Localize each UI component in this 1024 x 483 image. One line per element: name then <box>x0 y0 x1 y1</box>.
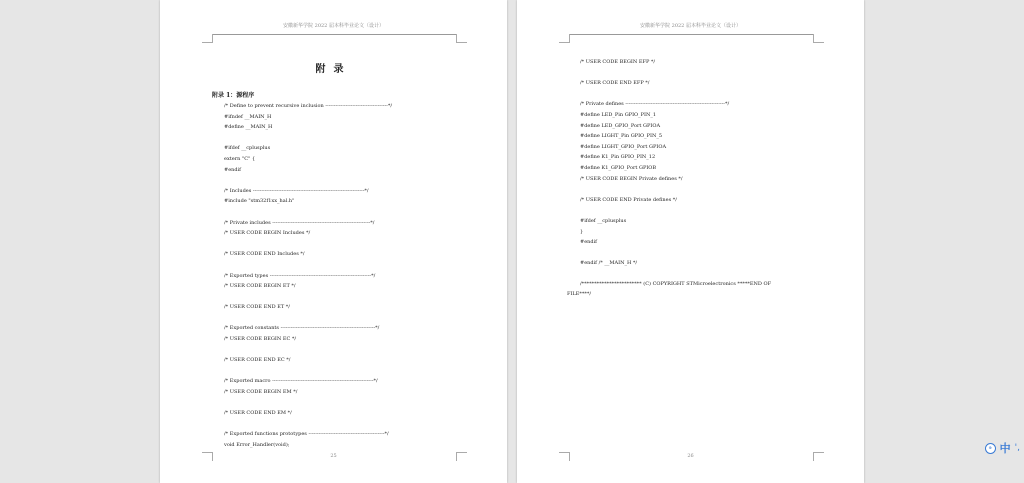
document-page-left <box>160 0 507 483</box>
page-header: 安徽新华学院 2022 届本科毕业论文（设计） <box>640 23 741 29</box>
code-line: /* USER CODE BEGIN Includes */ <box>224 230 311 237</box>
page-header: 安徽新华学院 2022 届本科毕业论文（设计） <box>283 23 384 29</box>
code-line: /* USER CODE BEGIN EFP */ <box>580 59 656 65</box>
code-line: FILE****/ <box>567 291 592 297</box>
code-line: /* USER CODE END EFP */ <box>580 80 650 87</box>
code-line <box>224 175 474 186</box>
ime-toolbar[interactable] <box>985 440 1020 456</box>
globe-icon[interactable]: ⊕ <box>985 443 996 454</box>
code-line <box>224 419 474 430</box>
code-line: /* USER CODE BEGIN EM */ <box>224 389 298 396</box>
code-line <box>224 292 474 303</box>
code-line: /* Exported macro ------------------------------------------------------------*/ <box>224 378 378 385</box>
code-line: #define LED_Pin GPIO_PIN_1 <box>580 111 657 118</box>
code-line: #define LED_GPIO_Port GPIOA <box>580 122 661 129</box>
code-line <box>224 207 474 218</box>
code-line: #ifdef __cplusplus <box>224 145 271 152</box>
code-line <box>580 269 830 280</box>
crop-mark <box>202 34 213 43</box>
source-code-listing <box>224 101 474 451</box>
code-line: #ifndef __MAIN_H <box>224 113 272 120</box>
code-line: #endif <box>580 239 598 246</box>
ime-language-label[interactable]: 中 <box>999 442 1011 455</box>
code-line <box>224 398 474 409</box>
code-line: /* Private defines -----------------------------------------------------------*/ <box>580 101 730 108</box>
code-line: #endif /* __MAIN_H */ <box>580 260 638 267</box>
code-line: /* USER CODE END Private defines */ <box>580 196 677 203</box>
code-line: /************************ (C) COPYRIGHT STMicroelectronics *****END OF <box>580 281 772 288</box>
code-line: #define K1_GPIO_Port GPIOB <box>580 164 657 171</box>
code-line: /* Define to prevent recursive inclusion -------------------------------------*/ <box>224 103 393 109</box>
code-line: /* Exported functions prototypes ---------------------------------------------*/ <box>224 431 389 438</box>
code-line: /* USER CODE BEGIN ET */ <box>224 283 296 290</box>
code-line: #define __MAIN_H <box>224 124 273 131</box>
code-line: /* Includes ------------------------------------------------------------------*/ <box>224 187 369 194</box>
document-page-right <box>517 0 864 483</box>
header-rule <box>212 34 457 35</box>
code-line <box>224 239 474 250</box>
code-line: #ifdef __cplusplus <box>580 217 627 224</box>
source-code-listing <box>580 57 830 290</box>
crop-mark <box>559 34 570 43</box>
code-line: /* Exported types ------------------------------------------------------------*/ <box>224 272 376 279</box>
code-line: /* USER CODE END Includes */ <box>224 251 305 258</box>
code-line: #define LIGHT_GPIO_Port GPIOA <box>580 143 667 150</box>
code-line: /* USER CODE BEGIN Private defines */ <box>580 175 683 182</box>
code-line: #include "stm32f1xx_hal.h" <box>224 198 295 205</box>
code-line: #endif <box>224 166 242 173</box>
code-line <box>580 184 830 195</box>
code-line: extern "C" { <box>224 155 256 162</box>
code-line: /* USER CODE BEGIN EC */ <box>224 336 297 343</box>
header-rule <box>569 34 814 35</box>
code-line: #define K1_Pin GPIO_PIN_12 <box>580 154 656 161</box>
code-line: /* Exported constants --------------------------------------------------------*/ <box>224 325 380 332</box>
page-number: 26 <box>687 453 694 459</box>
code-line <box>224 366 474 377</box>
code-line: void Error_Handler(void); <box>224 442 290 448</box>
code-line: #define LIGHT_Pin GPIO_PIN_5 <box>580 133 663 140</box>
code-line <box>580 205 830 216</box>
crop-mark <box>813 34 824 43</box>
code-line: /* USER CODE END ET */ <box>224 304 290 311</box>
code-line <box>224 313 474 324</box>
page-number: 25 <box>330 453 337 459</box>
code-line <box>224 260 474 271</box>
code-line: } <box>580 228 584 235</box>
code-line: /* Private includes ----------------------------------------------------------*/ <box>224 219 375 226</box>
code-line <box>224 345 474 356</box>
section-heading: 附录 1：源程序 <box>212 92 255 99</box>
crop-mark <box>456 34 467 43</box>
code-line <box>580 68 830 79</box>
code-line: /* USER CODE END EM */ <box>224 410 292 417</box>
code-line <box>580 89 830 100</box>
code-line <box>580 248 830 259</box>
ime-punctuation-icon[interactable]: ', <box>1014 443 1020 453</box>
code-line: /* USER CODE END EC */ <box>224 357 291 364</box>
appendix-title: 附录 <box>315 64 352 75</box>
code-line <box>224 133 474 144</box>
